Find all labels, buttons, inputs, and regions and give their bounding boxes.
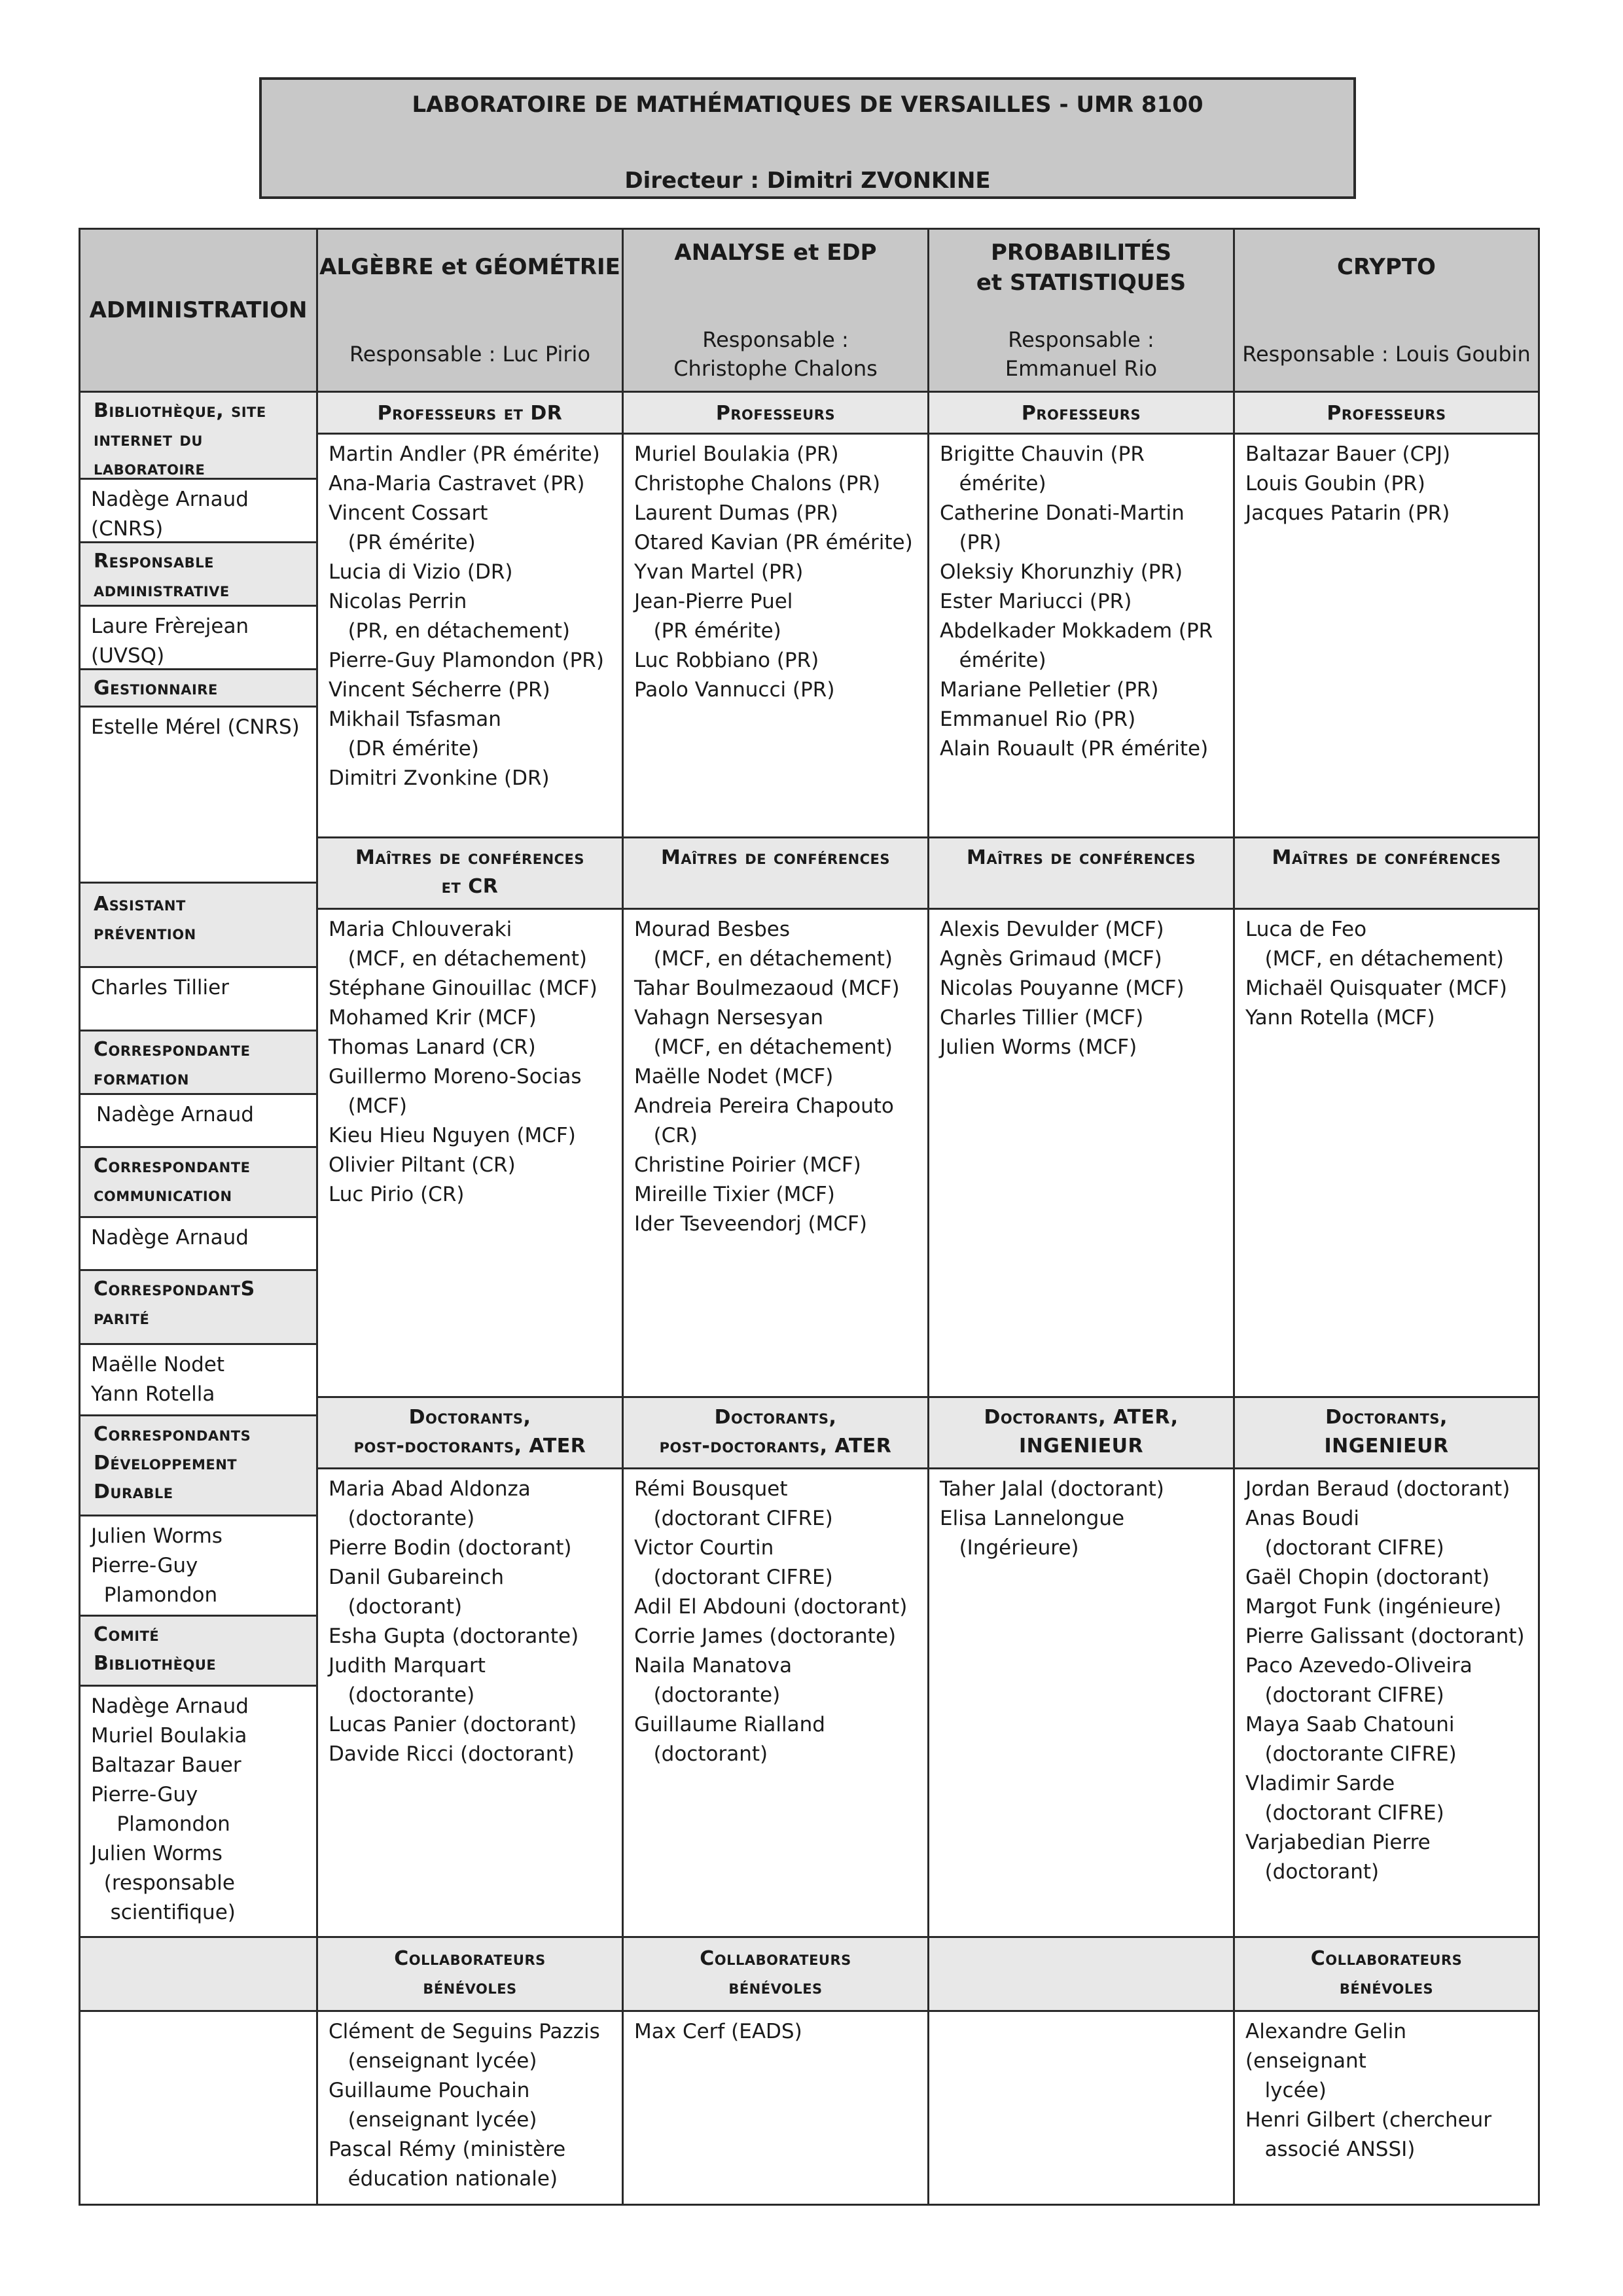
admin-empty-header: [79, 1936, 318, 2012]
algebre-collab-header: [316, 1936, 624, 2012]
admin-role-label: Gestionnaire: [94, 677, 218, 700]
admin-role-comite-bibliotheque: [79, 1615, 318, 1687]
org-chart-grid: [79, 228, 1540, 2206]
names-list: Luca de Feo (MCF, en détachement) Michaël Quisquater (MCF) Yann Rotella (MCF): [1245, 918, 1507, 1030]
names-list: Maria Abad Aldonza (doctorante) Pierre Bodin (doctorant) Danil Gubareinch (doctorant) Esha Gupta (doctorante) Judith Marquart (doctorante) Lucas Panier (doctorant) Davide Ricci (doctorant): [329, 1477, 579, 1766]
admin-role-developpement-durable: [79, 1414, 318, 1516]
admin-names-parite: [79, 1343, 318, 1416]
admin-names: Nadège Arnaud Muriel Boulakia Baltazar Bauer Pierre-Guy Plamondon Julien Worms (responsable scientifique): [91, 1695, 249, 1924]
director: Directeur : Dimitri ZVONKINE: [624, 168, 991, 194]
algebre-mcf-header: [316, 836, 624, 910]
section-heading: Collaborateurs bénévoles: [700, 1947, 851, 1999]
analyse-responsable: Responsable : Christophe Chalons: [673, 327, 878, 381]
proba-doc-list: [927, 1467, 1235, 1938]
crypto-title: CRYPTO: [1337, 254, 1436, 280]
admin-names-prevention: [79, 966, 318, 1031]
lab-title: LABORATOIRE DE MATHÉMATIQUES DE VERSAILLES - UMR 8100: [412, 92, 1204, 118]
admin-names: Nadège Arnaud: [91, 1226, 249, 1249]
crypto-mcf-list: [1233, 908, 1540, 1398]
names-list: Alexandre Gelin (enseignant lycée) Henri Gilbert (chercheur associé ANSSI): [1245, 2020, 1492, 2161]
section-heading: Doctorants, ATER, INGENIEUR: [984, 1406, 1179, 1458]
admin-names-comite-bibliotheque: [79, 1685, 318, 1938]
names-list: Muriel Boulakia (PR) Christophe Chalons (PR) Laurent Dumas (PR) Otared Kavian (PR émérite) Yvan Martel (PR) Jean-Pierre Puel (PR émérite) Luc Robbiano (PR) Paolo Vannucci (PR): [634, 442, 913, 702]
admin-empty-cell: [79, 2010, 318, 2206]
section-heading: Professeurs et DR: [377, 402, 563, 425]
crypto-doc-list: [1233, 1467, 1540, 1938]
names-list: Baltazar Bauer (CPJ) Louis Goubin (PR) Jacques Patarin (PR): [1245, 442, 1451, 525]
admin-role-responsable: [79, 541, 318, 607]
admin-role-label: Correspondante formation: [94, 1038, 251, 1090]
admin-names-communication: [79, 1216, 318, 1271]
admin-role-bibliotheque: [79, 391, 318, 480]
crypto-collab-header: [1233, 1936, 1540, 2012]
section-heading: Professeurs: [1327, 402, 1446, 425]
section-heading: Doctorants, INGENIEUR: [1324, 1406, 1449, 1458]
names-list: Rémi Bousquet (doctorant CIFRE) Victor Courtin (doctorant CIFRE) Adil El Abdouni (doctorant) Corrie James (doctorante) Naila Manatova (doctorante) Guillaume Rialland (doctorant): [634, 1477, 908, 1766]
admin-names: Nadège Arnaud (CNRS): [91, 488, 249, 541]
analyse-prof-list: [622, 433, 929, 838]
analyse-doc-list: [622, 1467, 929, 1938]
algebre-mcf-list: [316, 908, 624, 1398]
names-list: Maria Chlouveraki (MCF, en détachement) Stéphane Ginouillac (MCF) Mohamed Krir (MCF) Thomas Lanard (CR) Guillermo Moreno-Socias (MCF) Kieu Hieu Nguyen (MCF) Olivier Piltant (CR) Luc Pirio (CR): [329, 918, 597, 1206]
proba-title: PROBABILITÉS et STATISTIQUES: [976, 240, 1186, 296]
algebre-prof-list: [316, 433, 624, 838]
analyse-prof-header: [622, 391, 929, 435]
lab-title-box: [259, 77, 1356, 199]
names-list: Alexis Devulder (MCF) Agnès Grimaud (MCF) Nicolas Pouyanne (MCF) Charles Tillier (MCF) Julien Worms (MCF): [940, 918, 1185, 1059]
algebre-header: [316, 228, 624, 393]
admin-names-developpement-durable: [79, 1515, 318, 1617]
section-heading: Doctorants, post-doctorants, ATER: [659, 1406, 892, 1458]
crypto-collab-list: [1233, 2010, 1540, 2206]
analyse-header: [622, 228, 929, 393]
algebre-prof-header: [316, 391, 624, 435]
names-list: Mourad Besbes (MCF, en détachement) Tahar Boulmezaoud (MCF) Vahagn Nersesyan (MCF, en détachement) Maëlle Nodet (MCF) Andreia Pereira Chapouto (CR) Christine Poirier (MCF) Mireille Tixier (MCF) Ider Tseveendorj (MCF): [634, 918, 900, 1236]
algebre-responsable: Responsable : Luc Pirio: [349, 342, 591, 367]
admin-role-label: Assistant prévention: [94, 893, 196, 944]
algebre-collab-list: [316, 2010, 624, 2206]
admin-names-gestionnaire: [79, 706, 318, 884]
names-list: Taher Jalal (doctorant) Elisa Lannelongue (Ingérieure): [940, 1477, 1164, 1560]
admin-names: Estelle Mérel (CNRS): [91, 715, 300, 739]
admin-role-label: Comité Bibliothèque: [94, 1623, 217, 1675]
admin-role-prevention: [79, 882, 318, 968]
admin-names-bibliotheque: [79, 478, 318, 543]
admin-role-parite: [79, 1269, 318, 1345]
admin-names-formation: [79, 1093, 318, 1148]
section-heading: Doctorants, post-doctorants, ATER: [353, 1406, 586, 1458]
proba-prof-list: [927, 433, 1235, 838]
section-heading: Professeurs: [1021, 402, 1141, 425]
admin-names: Julien Worms Pierre-Guy Plamondon: [91, 1524, 223, 1607]
admin-names-responsable: [79, 605, 318, 670]
admin-role-gestionnaire: [79, 668, 318, 708]
proba-header: [927, 228, 1235, 393]
admin-names: Nadège Arnaud: [96, 1103, 254, 1126]
admin-role-label: Bibliothèque, site internet du laboratoire: [94, 399, 266, 480]
admin-role-label: Correspondants Développement Durable: [94, 1423, 251, 1503]
crypto-prof-list: [1233, 433, 1540, 838]
analyse-mcf-header: [622, 836, 929, 910]
proba-collab-header-empty: [927, 1936, 1235, 2012]
section-heading: Maîtres de conférences: [660, 846, 891, 869]
admin-names: Maëlle Nodet Yann Rotella: [91, 1353, 225, 1406]
section-heading: Collaborateurs bénévoles: [394, 1947, 546, 1999]
crypto-prof-header: [1233, 391, 1540, 435]
names-list: Martin Andler (PR émérite) Ana-Maria Castravet (PR) Vincent Cossart (PR émérite) Lucia di Vizio (DR) Nicolas Perrin (PR, en détachement) Pierre-Guy Plamondon (PR) Vincent Sécherre (PR) Mikhail Tsfasman (DR émérite) Dimitri Zvonkine (DR): [329, 442, 604, 790]
section-heading: Professeurs: [715, 402, 836, 425]
section-heading: Maîtres de conférences: [1272, 846, 1501, 869]
analyse-mcf-list: [622, 908, 929, 1398]
admin-header: [79, 228, 318, 393]
analyse-collab-list: [622, 2010, 929, 2206]
names-list: Max Cerf (EADS): [634, 2020, 802, 2043]
section-heading: Maîtres de conférences et CR: [355, 846, 585, 898]
analyse-collab-header: [622, 1936, 929, 2012]
admin-role-communication: [79, 1146, 318, 1218]
section-heading: Maîtres de conférences: [966, 846, 1196, 869]
admin-names: Laure Frèrejean (UVSQ): [91, 615, 249, 668]
names-list: Brigitte Chauvin (PR émérite) Catherine Donati-Martin (PR) Oleksiy Khorunzhiy (PR) Ester Mariucci (PR) Abdelkader Mokkadem (PR émérite) Mariane Pelletier (PR) Emmanuel Rio (PR) Alain Rouault (PR émérite): [940, 442, 1213, 761]
admin-title: ADMINISTRATION: [89, 297, 308, 323]
admin-role-label: Correspondante communication: [94, 1155, 251, 1206]
crypto-header: [1233, 228, 1540, 393]
names-list: Clément de Seguins Pazzis (enseignant lycée) Guillaume Pouchain (enseignant lycée) Pascal Rémy (ministère éducation nationale): [329, 2020, 600, 2191]
crypto-responsable: Responsable : Louis Goubin: [1242, 342, 1531, 367]
algebre-doc-header: [316, 1396, 624, 1469]
admin-role-formation: [79, 1030, 318, 1095]
proba-mcf-list: [927, 908, 1235, 1398]
names-list: Jordan Beraud (doctorant) Anas Boudi (doctorant CIFRE) Gaël Chopin (doctorant) Margot Funk (ingénieure) Pierre Galissant (doctorant) Paco Azevedo-Oliveira (doctorant CIFRE) Maya Saab Chatouni (doctorante CIFRE) Vladimir Sarde (doctorant CIFRE) Varjabedian Pierre (doctorant): [1245, 1477, 1525, 1884]
proba-responsable: Responsable : Emmanuel Rio: [1005, 327, 1158, 381]
analyse-title: ANALYSE et EDP: [674, 240, 877, 266]
algebre-doc-list: [316, 1467, 624, 1938]
analyse-doc-header: [622, 1396, 929, 1469]
proba-doc-header: [927, 1396, 1235, 1469]
proba-collab-list-empty: [927, 2010, 1235, 2206]
admin-names: Charles Tillier: [91, 976, 229, 999]
proba-mcf-header: [927, 836, 1235, 910]
algebre-title: ALGÈBRE et GÉOMÉTRIE: [319, 254, 620, 280]
admin-role-label: CorrespondantS parité: [94, 1278, 255, 1329]
proba-prof-header: [927, 391, 1235, 435]
admin-role-label: Responsable administrative: [94, 550, 230, 601]
section-heading: Collaborateurs bénévoles: [1310, 1947, 1463, 1999]
crypto-doc-header: [1233, 1396, 1540, 1469]
crypto-mcf-header: [1233, 836, 1540, 910]
